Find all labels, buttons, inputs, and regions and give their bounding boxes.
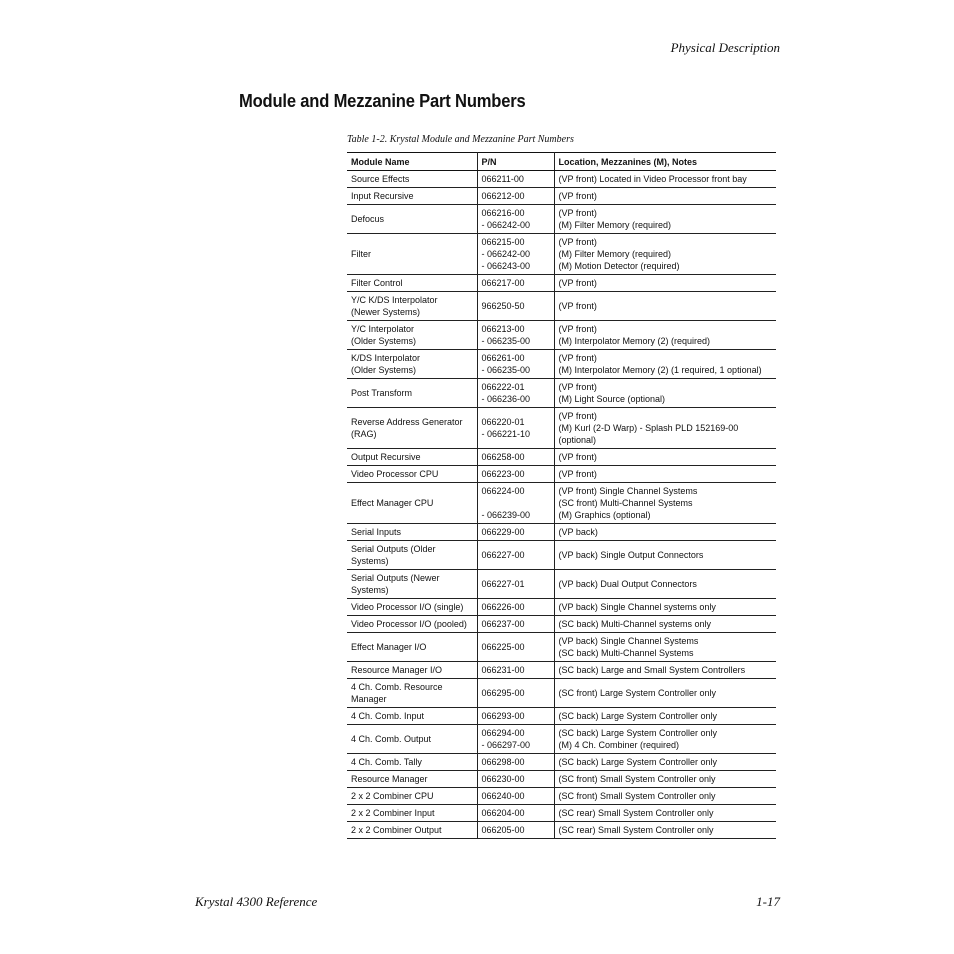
- module-name-cell: Y/C Interpolator (Older Systems): [347, 321, 477, 350]
- location-notes-cell: (VP back) Dual Output Connectors: [554, 570, 776, 599]
- module-name-cell: Reverse Address Generator (RAG): [347, 408, 477, 449]
- table-row: [347, 616, 776, 633]
- location-notes-cell: (SC back) Multi-Channel systems only: [554, 616, 776, 633]
- table-caption: Table 1-2. Krystal Module and Mezzanine Part Numbers: [347, 134, 574, 145]
- table-row: [347, 725, 776, 754]
- module-name-cell: Defocus: [347, 205, 477, 234]
- table-row: [347, 408, 776, 449]
- table-row: [347, 805, 776, 822]
- module-name-cell: 4 Ch. Comb. Resource Manager: [347, 679, 477, 708]
- part-number-cell: 066258-00: [477, 449, 554, 466]
- section-title: Module and Mezzanine Part Numbers: [239, 91, 526, 111]
- part-number-cell: 066295-00: [477, 679, 554, 708]
- footer-page-number: 1-17: [756, 894, 780, 909]
- part-number-cell: 066212-00: [477, 188, 554, 205]
- part-number-cell: 066229-00: [477, 524, 554, 541]
- location-notes-cell: (VP front) Located in Video Processor front bay: [554, 171, 776, 188]
- part-number-cell: 066227-01: [477, 570, 554, 599]
- module-name-cell: Source Effects: [347, 171, 477, 188]
- part-number-cell: 066205-00: [477, 822, 554, 839]
- table-row: [347, 754, 776, 771]
- module-name-cell: 4 Ch. Comb. Tally: [347, 754, 477, 771]
- location-notes-cell: (SC rear) Small System Controller only: [554, 805, 776, 822]
- module-name-cell: Serial Inputs: [347, 524, 477, 541]
- location-notes-cell: (VP front): [554, 449, 776, 466]
- location-notes-cell: (SC back) Large System Controller only: [554, 754, 776, 771]
- table-row: [347, 188, 776, 205]
- table-row: [347, 708, 776, 725]
- part-number-cell: 066298-00: [477, 754, 554, 771]
- module-name-cell: Y/C K/DS Interpolator (Newer Systems): [347, 292, 477, 321]
- part-number-cell: 066215-00 - 066242-00 - 066243-00: [477, 234, 554, 275]
- part-number-cell: 066227-00: [477, 541, 554, 570]
- table-row: [347, 205, 776, 234]
- location-notes-cell: (SC rear) Small System Controller only: [554, 822, 776, 839]
- table-body: [347, 171, 776, 839]
- module-name-cell: Resource Manager: [347, 771, 477, 788]
- table-row: [347, 449, 776, 466]
- table-row: [347, 234, 776, 275]
- table-row: [347, 599, 776, 616]
- location-notes-cell: (SC back) Large System Controller only (M) 4 Ch. Combiner (required): [554, 725, 776, 754]
- module-name-cell: Video Processor I/O (single): [347, 599, 477, 616]
- table-row: [347, 570, 776, 599]
- location-notes-cell: (VP back) Single Channel Systems (SC back) Multi-Channel Systems: [554, 633, 776, 662]
- part-numbers-table: [347, 152, 776, 839]
- part-number-cell: 066293-00: [477, 708, 554, 725]
- table-row: [347, 321, 776, 350]
- part-number-cell: 066240-00: [477, 788, 554, 805]
- column-header-location: Location, Mezzanines (M), Notes: [554, 153, 776, 171]
- table-row: [347, 350, 776, 379]
- module-name-cell: Video Processor I/O (pooled): [347, 616, 477, 633]
- part-number-cell: 066213-00 - 066235-00: [477, 321, 554, 350]
- location-notes-cell: (VP front) (M) Interpolator Memory (2) (1 required, 1 optional): [554, 350, 776, 379]
- table-row: [347, 771, 776, 788]
- location-notes-cell: (SC front) Small System Controller only: [554, 788, 776, 805]
- location-notes-cell: (VP front) (M) Filter Memory (required): [554, 205, 776, 234]
- location-notes-cell: (VP front) (M) Filter Memory (required) (M) Motion Detector (required): [554, 234, 776, 275]
- part-number-cell: 066225-00: [477, 633, 554, 662]
- location-notes-cell: (VP front) (M) Kurl (2-D Warp) - Splash PLD 152169-00 (optional): [554, 408, 776, 449]
- module-name-cell: Post Transform: [347, 379, 477, 408]
- table-row: [347, 275, 776, 292]
- table-row: [347, 679, 776, 708]
- table-row: [347, 171, 776, 188]
- part-number-cell: 066261-00 - 066235-00: [477, 350, 554, 379]
- part-number-cell: 066230-00: [477, 771, 554, 788]
- running-head: Physical Description: [670, 40, 780, 55]
- module-name-cell: Serial Outputs (Newer Systems): [347, 570, 477, 599]
- part-number-cell: 066220-01 - 066221-10: [477, 408, 554, 449]
- module-name-cell: 2 x 2 Combiner Input: [347, 805, 477, 822]
- table-row: [347, 292, 776, 321]
- table-header-row: [347, 153, 776, 171]
- location-notes-cell: (SC back) Large and Small System Controllers: [554, 662, 776, 679]
- table-row: [347, 633, 776, 662]
- module-name-cell: 2 x 2 Combiner CPU: [347, 788, 477, 805]
- location-notes-cell: (VP front): [554, 466, 776, 483]
- location-notes-cell: (VP back) Single Channel systems only: [554, 599, 776, 616]
- part-number-cell: 066217-00: [477, 275, 554, 292]
- module-name-cell: Output Recursive: [347, 449, 477, 466]
- part-number-cell: 066223-00: [477, 466, 554, 483]
- location-notes-cell: (VP front): [554, 292, 776, 321]
- module-name-cell: Serial Outputs (Older Systems): [347, 541, 477, 570]
- table-row: [347, 788, 776, 805]
- location-notes-cell: (VP front) Single Channel Systems (SC front) Multi-Channel Systems (M) Graphics (optional): [554, 483, 776, 524]
- table-row: [347, 379, 776, 408]
- part-number-cell: 066211-00: [477, 171, 554, 188]
- location-notes-cell: (VP front): [554, 188, 776, 205]
- part-number-cell: 066294-00 - 066297-00: [477, 725, 554, 754]
- column-header-pn: P/N: [477, 153, 554, 171]
- module-name-cell: 4 Ch. Comb. Input: [347, 708, 477, 725]
- module-name-cell: 4 Ch. Comb. Output: [347, 725, 477, 754]
- footer-doc-title: Krystal 4300 Reference: [195, 894, 318, 909]
- part-number-cell: 066237-00: [477, 616, 554, 633]
- module-name-cell: Resource Manager I/O: [347, 662, 477, 679]
- table-row: [347, 662, 776, 679]
- table-row: [347, 524, 776, 541]
- module-name-cell: Filter: [347, 234, 477, 275]
- column-header-module-name: Module Name: [347, 153, 477, 171]
- part-number-cell: 066226-00: [477, 599, 554, 616]
- part-number-cell: 066224-00 - 066239-00: [477, 483, 554, 524]
- part-number-cell: 066204-00: [477, 805, 554, 822]
- module-name-cell: Filter Control: [347, 275, 477, 292]
- module-name-cell: Effect Manager I/O: [347, 633, 477, 662]
- part-number-cell: 066216-00 - 066242-00: [477, 205, 554, 234]
- part-number-cell: 066231-00: [477, 662, 554, 679]
- part-number-cell: 066222-01 - 066236-00: [477, 379, 554, 408]
- table-row: [347, 822, 776, 839]
- table-row: [347, 466, 776, 483]
- module-name-cell: 2 x 2 Combiner Output: [347, 822, 477, 839]
- module-name-cell: Effect Manager CPU: [347, 483, 477, 524]
- location-notes-cell: (VP front) (M) Interpolator Memory (2) (required): [554, 321, 776, 350]
- location-notes-cell: (SC front) Large System Controller only: [554, 679, 776, 708]
- table-row: [347, 483, 776, 524]
- location-notes-cell: (VP back): [554, 524, 776, 541]
- part-number-cell: 966250-50: [477, 292, 554, 321]
- module-name-cell: K/DS Interpolator (Older Systems): [347, 350, 477, 379]
- module-name-cell: Input Recursive: [347, 188, 477, 205]
- table-row: [347, 541, 776, 570]
- location-notes-cell: (VP front) (M) Light Source (optional): [554, 379, 776, 408]
- module-name-cell: Video Processor CPU: [347, 466, 477, 483]
- location-notes-cell: (VP front): [554, 275, 776, 292]
- location-notes-cell: (SC back) Large System Controller only: [554, 708, 776, 725]
- location-notes-cell: (SC front) Small System Controller only: [554, 771, 776, 788]
- location-notes-cell: (VP back) Single Output Connectors: [554, 541, 776, 570]
